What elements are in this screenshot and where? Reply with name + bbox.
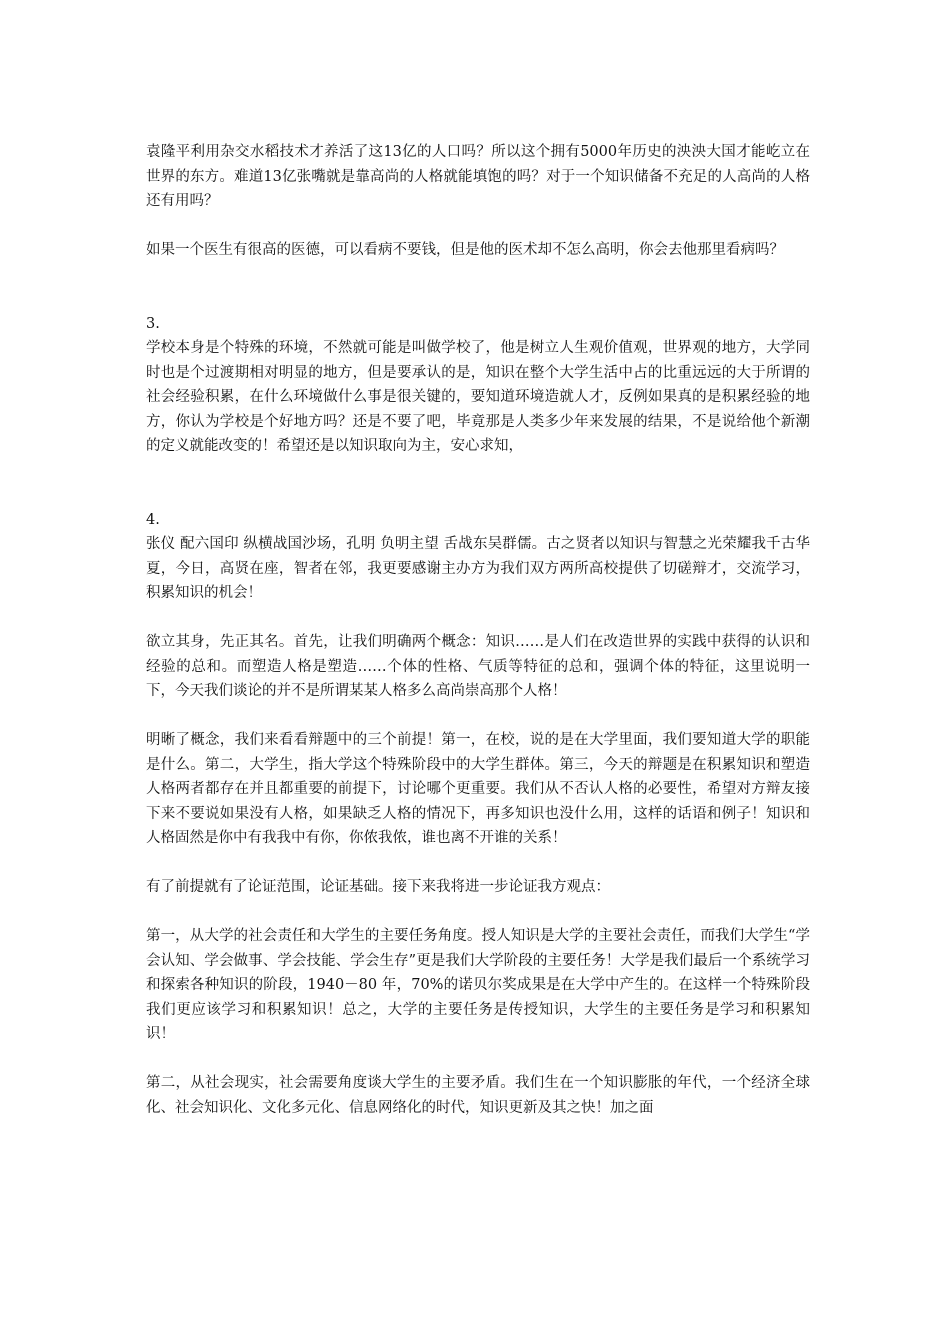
section-4-paragraph-1: 张仪 配六国印 纵横战国沙场，孔明 负明主望 舌战东吴群儒。古之贤者以知识与智慧之光荣耀我千古华夏，今日，高贤在座，智者在邻，我更要感谢主办方为我们双方两所高校提供了切磋辩才，交流学习，积累知识的机会！ [146, 536, 810, 601]
document-page [146, 140, 810, 1145]
section-4-paragraph-3: 明晰了概念，我们来看看辩题中的三个前提！第一，在校，说的是在大学里面，我们要知道大学的职能是什么。第二，大学生，指大学这个特殊阶段中的大学生群体。第三，今天的辩题是在积累知识和塑造人格两者都存在并且都重要的前提下，讨论哪个更重要。我们从不否认人格的必要性，希望对方辩友接下来不要说如果没有人格，如果缺乏人格的情况下，再多知识也没什么用，这样的话语和例子！知识和人格固然是你中有我我中有你，你侬我侬，谁也离不开谁的关系！ [146, 732, 810, 846]
section-3-number: 3. [146, 315, 160, 332]
blank-line [146, 483, 810, 508]
paragraph-intro-1: 袁隆平利用杂交水稻技术才养活了这13亿的人口吗？所以这个拥有5000年历史的泱泱大国才能屹立在世界的东方。难道13亿张嘴就是靠高尚的人格就能填饱的吗？对于一个知识储备不充足的人高尚的人格还有用吗？ [146, 144, 810, 209]
section-4-number: 4. [146, 511, 160, 528]
section-4-paragraph-2: 欲立其身，先正其名。首先，让我们明确两个概念：知识……是人们在改造世界的实践中获得的认识和经验的总和。而塑造人格是塑造……个体的性格、气质等特征的总和，强调个体的特征，这里说明一下，今天我们谈论的并不是所谓某某人格多么高尚崇高那个人格！ [146, 634, 810, 699]
blank-line [146, 287, 810, 312]
paragraph-intro-2: 如果一个医生有很高的医德，可以看病不要钱，但是他的医术却不怎么高明，你会去他那里看病吗？ [146, 242, 784, 258]
section-3-text: 学校本身是个特殊的环境，不然就可能是叫做学校了，他是树立人生观价值观，世界观的地方，大学同时也是个过渡期相对明显的地方，但是要承认的是，知识在整个大学生活中占的比重远远的大于所谓的社会经验积累，在什么环境做什么事是很关键的，要知道环境造就人才，反例如果真的是积累经验的地方，你认为学校是个好地方吗？还是不要了吧，毕竟那是人类多少年来发展的结果，不是说给他个新潮的定义就能改变的！希望还是以知识取向为主，安心求知， [146, 340, 810, 454]
section-4-paragraph-6: 第二，从社会现实，社会需要角度谈大学生的主要矛盾。我们生在一个知识膨胀的年代，一个经济全球化、社会知识化、文化多元化、信息网络化的时代，知识更新及其之快！加之面 [146, 1075, 810, 1116]
section-4-paragraph-5: 第一，从大学的社会责任和大学生的主要任务角度。授人知识是大学的主要社会责任，而我们大学生“学会认知、学会做事、学会技能、学会生存”更是我们大学阶段的主要任务！大学是我们最后一个系统学习和探索各种知识的阶段，1940－80 年，70%的诺贝尔奖成果是在大学中产生的。在这样一个特殊阶段我们更应该学习和积累知识！总之，大学的主要任务是传授知识，大学生的主要任务是学习和积累知识！ [146, 928, 810, 1042]
section-4-paragraph-4: 有了前提就有了论证范围，论证基础。接下来我将进一步论证我方观点： [146, 879, 610, 895]
